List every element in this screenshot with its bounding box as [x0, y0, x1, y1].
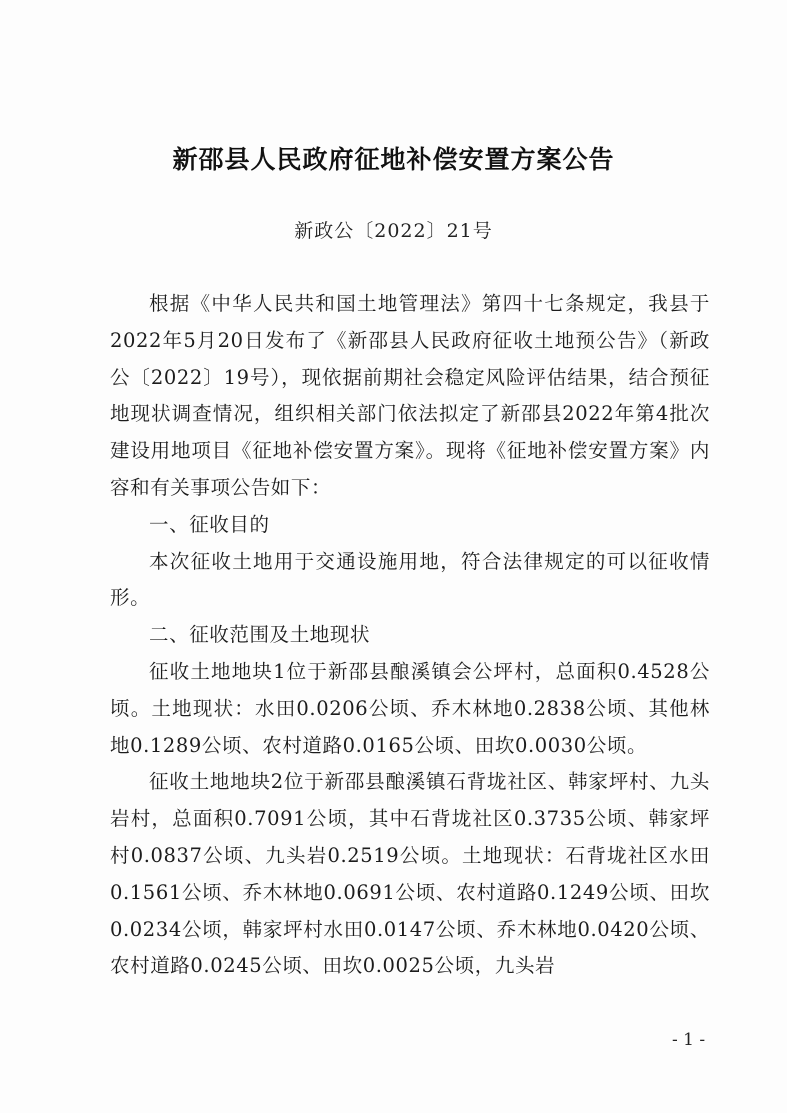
paragraph-parcel-1: 征收土地地块1位于新邵县酿溪镇会公坪村，总面积0.4528公顷。土地现状：水田0.0206公顷、乔木林地0.2838公顷、其他林地0.1289公顷、农村道路0.0165公顷、田坎0.0030公顷。 [110, 659, 710, 757]
section-heading-scope: 二、征收范围及土地现状 [149, 623, 371, 647]
document-number: 新政公〔2022〕21号 [294, 220, 493, 242]
paragraph-purpose: 本次征收土地用于交通设施用地，符合法律规定的可以征收情形。 [110, 549, 710, 610]
paragraph-parcel-2: 征收土地地块2位于新邵县酿溪镇石背垅社区、韩家坪村、九头岩村，总面积0.7091公顷，其中石背垅社区0.3735公顷、韩家坪村0.0837公顷、九头岩0.2519公顷。土地现状：石背垅社区水田0.1561公顷、乔木林地0.0691公顷、农村道路0.1249公顷、田坎0.0234公顷，韩家坪村水田0.0147公顷、乔木林地0.0420公顷、农村道路0.0245公顷、田坎0.0025公顷，九头岩 [110, 770, 710, 978]
section-heading-purpose: 一、征收目的 [149, 512, 270, 536]
document-body [110, 286, 710, 985]
document-title: 新邵县人民政府征地补偿安置方案公告 [172, 145, 615, 174]
page-number: - 1 - [672, 1030, 706, 1050]
paragraph-intro: 根据《中华人民共和国土地管理法》第四十七条规定，我县于2022年5月20日发布了《新邵县人民政府征收土地预公告》（新政公〔2022〕19号），现依据前期社会稳定风险评估结果，结合预征地现状调查情况，组织相关部门依法拟定了新邵县2022年第4批次建设用地项目《征地补偿安置方案》。现将《征地补偿安置方案》内容和有关事项公告如下： [110, 292, 710, 499]
